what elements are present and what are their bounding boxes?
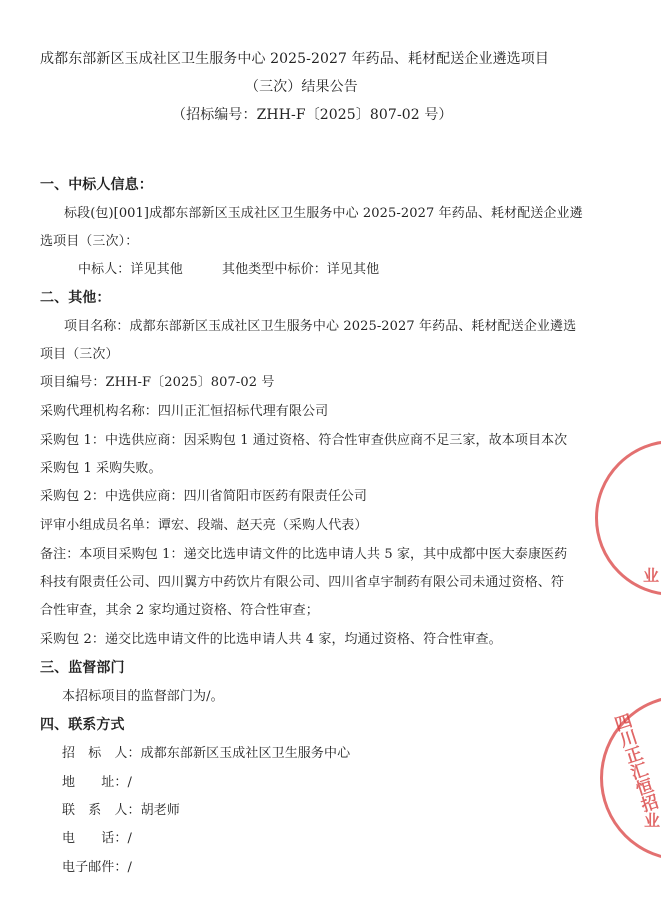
s3-body: 本招标项目的监督部门为/。 xyxy=(62,689,224,704)
doc-title-line2: （三次）结果公告 xyxy=(245,79,358,95)
s2-project-no: 项目编号：ZHH-F〔2025〕807-02 号 xyxy=(40,375,275,390)
section2-heading: 二、其他： xyxy=(40,290,111,306)
doc-title-line1: 成都东部新区玉成社区卫生服务中心 2025-2027 年药品、耗材配送企业遴选项目 xyxy=(40,51,549,67)
s2-pkg1-line2: 采购包 1 采购失败。 xyxy=(40,461,162,476)
s2-name-line2: 项目（三次） xyxy=(40,347,119,362)
s1-para-line2: 选项目（三次）： xyxy=(40,234,139,249)
section4-heading: 四、联系方式 xyxy=(40,717,125,733)
s2-panel: 评审小组成员名单：谭宏、段端、赵天亮（采购人代表） xyxy=(40,518,368,533)
s4-buyer: 招 标 人：成都东部新区玉成社区卫生服务中心 xyxy=(62,746,351,761)
section3-heading: 三、监督部门 xyxy=(40,660,125,676)
seal-bottom-text: 四川正汇恒招 xyxy=(608,711,660,815)
s2-note-line4: 采购包 2：递交比选申请文件的比选申请人共 4 家，均通过资格、符合性审查。 xyxy=(40,632,502,647)
s1-winner: 中标人：详见其他 xyxy=(78,262,183,277)
s2-note-line1: 备注：本项目采购包 1：递交比选申请文件的比选申请人共 5 家，其中成都中医大泰康医药 xyxy=(40,547,568,562)
s4-phone: 电 话：/ xyxy=(62,831,132,846)
s1-para-line1: 标段(包)[001]成都东部新区玉成社区卫生服务中心 2025-2027 年药品、耗材配送企业遴 xyxy=(64,206,583,221)
doc-title-line3: （招标编号：ZHH-F〔2025〕807-02 号） xyxy=(172,107,453,123)
s2-pkg1-line1: 采购包 1：中选供应商：因采购包 1 通过资格、符合性审查供应商不足三家，故本项目本次 xyxy=(40,433,568,448)
s2-note-line3: 合性审查，其余 2 家均通过资格、符合性审查； xyxy=(40,603,319,618)
seal-top-text: 业 xyxy=(643,566,660,585)
s2-pkg2: 采购包 2：中选供应商：四川省简阳市医药有限责任公司 xyxy=(40,489,368,504)
s2-name-line1: 项目名称：成都东部新区玉成社区卫生服务中心 2025-2027 年药品、耗材配送企业遴选 xyxy=(64,319,577,334)
s4-contact: 联 系 人：胡老师 xyxy=(62,803,180,818)
s2-note-line2: 科技有限责任公司、四川翼方中药饮片有限公司、四川省卓宇制药有限公司未通过资格、符 xyxy=(40,575,565,590)
s2-agency: 采购代理机构名称：四川正汇恒招标代理有限公司 xyxy=(40,404,329,419)
s4-address: 地 址：/ xyxy=(62,775,132,790)
seal-bottom-text2: 业 xyxy=(644,811,661,830)
section1-heading: 一、中标人信息： xyxy=(40,177,153,193)
s4-email: 电子邮件：/ xyxy=(62,860,132,875)
s1-price: 其他类型中标价：详见其他 xyxy=(222,262,380,277)
